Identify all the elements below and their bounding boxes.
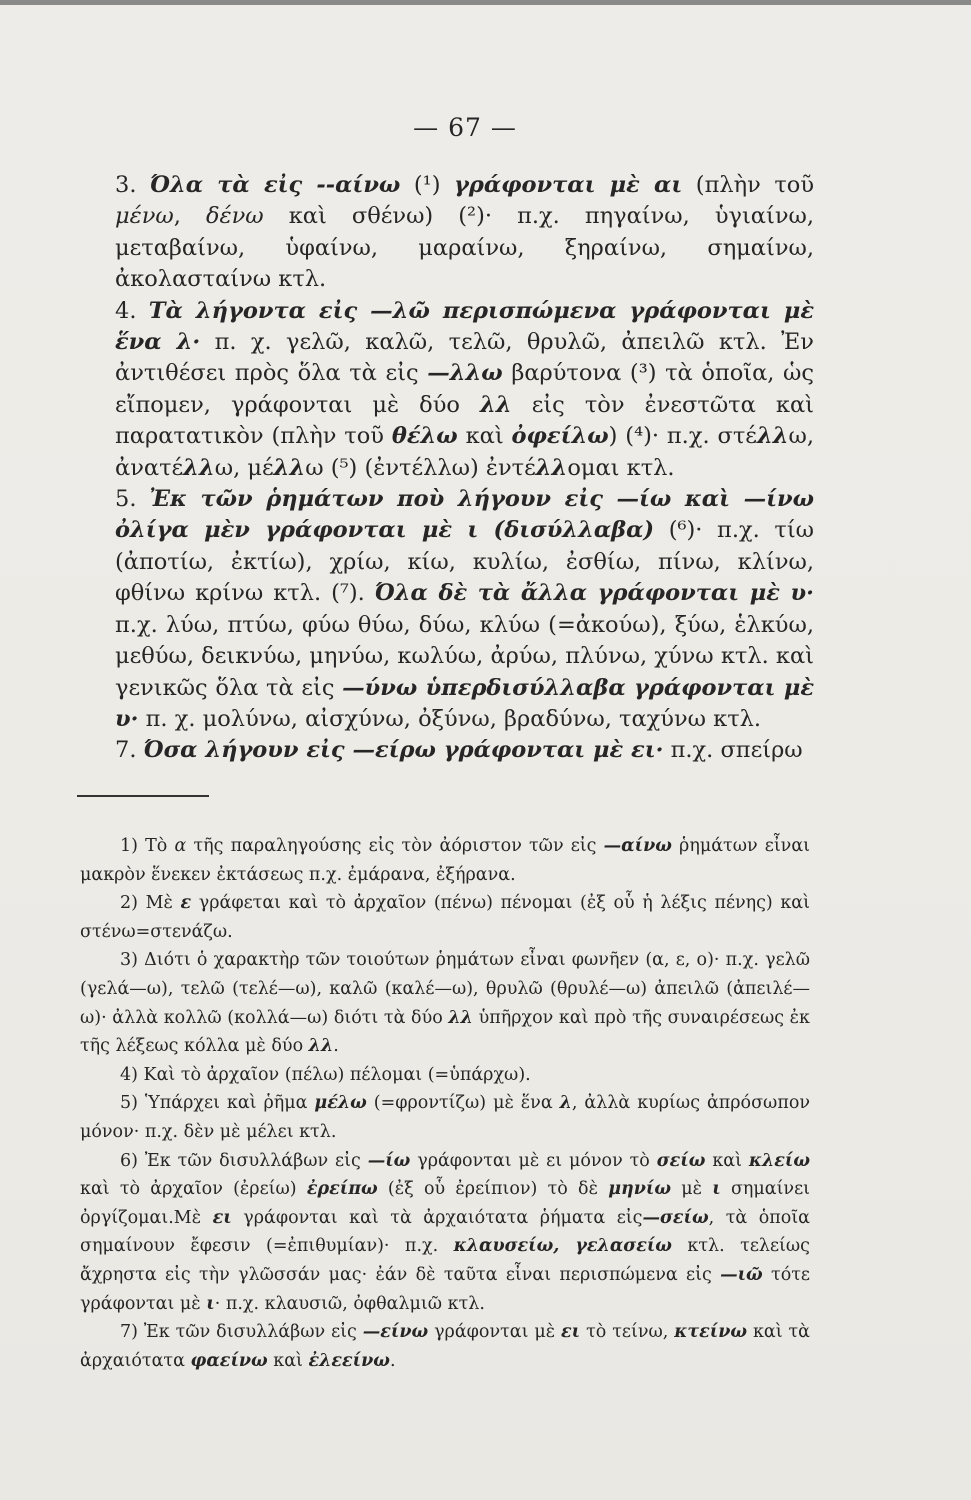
paragraph-3 [115,170,814,296]
bold-word: θέλω [391,423,458,450]
text-run: κτλ. τελείως ἄχρηστα εἰς τὴν γλῶσσάν μας· ἐάν δὲ ταῦτα εἶναι περισπώμενα εἰς [80,1236,810,1285]
text-run: . [389,1350,396,1371]
text-run: (=φροντίζω) μὲ ἕνα [366,1093,560,1114]
footnote-6 [80,1147,810,1319]
bold-word: λλ [756,423,789,450]
bold-word: —είνω [362,1322,429,1343]
footnote-1 [80,832,810,889]
rule-heading: Ἐκ τῶν ῥημάτων ποὺ λήγουν εἰς —ίω καὶ —ίνω ὀλίγα μὲν γράφονται μὲ ι (δισύλλαβα) [115,486,814,544]
text-run: καὶ [457,423,512,450]
text-run: 7) Ἐκ τῶν δισυλλάβων εἰς [120,1322,363,1343]
footnote-ref: (¹) [400,172,455,198]
text-run: π. χ. γελῶ, καλῶ, τελῶ, θρυλῶ, ἀπειλῶ κτλ. Ἐν ἀντιθέσει πρὸς ὅλα τὰ εἰς [115,329,814,387]
text-run: · π.χ. κλαυσιῶ, ὀφθαλμιῶ κτλ. [214,1293,485,1314]
bold-word: ἐλεείνω [308,1350,390,1371]
bold-word: λλ [480,391,512,418]
bold-word: —ίω [367,1150,411,1171]
bold-word: κτείνω [674,1322,748,1343]
footnote-5 [80,1089,810,1146]
text-run: 5) Ὑπάρχει καὶ ῥῆμα [120,1093,315,1114]
bold-word: λλ [448,1007,473,1028]
text-run: σημαίνει ὀργίζομαι.Μὲ [80,1179,810,1228]
text-run: τῆς παραληγούσης εἰς τὸν ἀόριστον τῶν εἰς [186,836,604,856]
footnote-divider [77,795,209,797]
bold-word: ι [712,1179,721,1200]
text-run: ομαι κτλ. [567,454,675,481]
bold-word: —ιῶ [720,1264,763,1285]
text-run: τὸ τείνω, [580,1322,675,1343]
text-run: (⁶)· π.χ. τίω (ἀποτίω, ἐκτίω), χρίω, κίω, κυλίω, ἐσθίω, πίνω, κλίνω, φθίνω κρίνω κτλ. (⁷). [115,517,814,607]
bold-word: ἐρείπω [306,1179,378,1200]
bold-word: —λλω [427,360,503,387]
rule-heading: Όσα λήγουν εἰς —είρω γράφονται μὲ ει· [143,737,664,764]
text-run: ὑπῆρχον καὶ πρὸ τῆς συναιρέσεως ἐκ τῆς λέξεως κόλλα μὲ δύο [80,1007,810,1057]
text-run: ) (⁴)· π.χ. στέ [608,423,757,450]
paragraph-7 [115,735,814,766]
text-run: 1) Τὸ [120,836,175,856]
bold-word: —αίνω [603,836,672,856]
bold-word: λλ [183,454,215,481]
text-run: γράφονται καὶ τὰ ἀρχαιότατα ῥήματα εἰς [231,1207,643,1228]
footnote-7 [80,1318,810,1375]
text-run: π. χ. μολύνω, αἰσχύνω, ὀξύνω, βραδύνω, ταχύνω κτλ. [138,705,762,732]
text-run: , τὰ ὁποῖα σημαίνουν ἔφεσιν (=ἐπιθυμίαν)· π.χ. [80,1207,811,1257]
text-run: γράφονται μὲ ει μόνον τὸ [410,1150,657,1171]
text-run: τότε γράφονται μὲ [80,1264,810,1314]
footnote-3 [80,946,810,1060]
bold-word: φαείνω [190,1350,268,1371]
bold-word: ει [212,1207,232,1228]
bold-word: λλ [308,1036,334,1057]
italic-word: μένω [115,203,174,230]
paragraph-4 [115,296,814,484]
text-run: , ἀλλὰ κυρίως ἀπρόσωπον μόνον· π.χ. δὲν μὲ μέλει κτλ. [80,1093,810,1142]
rule-number: 4. [115,297,149,324]
bold-word: —σείω [642,1207,709,1228]
text-run: ω, μέ [214,454,274,481]
text-run: 4) Καὶ τὸ ἀρχαῖον (πέλω) πέλομαι (=ὑπάρχω). [120,1064,531,1085]
text-run: 6) Ἐκ τῶν δισυλλάβων εἰς [120,1150,368,1171]
rule-number: 7. [115,737,144,764]
bold-word: κλείω [748,1150,811,1171]
bold-word: κλαυσείω, γελασείω [453,1236,672,1257]
text-run: μὲ [671,1179,713,1200]
bold-word: λλ [535,454,568,481]
text-run: γράφεται καὶ τὸ ἀρχαῖον (πένω) πένομαι (ἐξ οὗ ἡ λέξις πένης) καὶ στένω=στενάζω. [80,893,810,942]
bold-word: λλ [273,454,306,481]
text-run: γράφονται μὲ [428,1322,562,1343]
italic-word: α [174,836,187,856]
text-run: βαρύτονα (³) τὰ ὁποῖα, ὡς εἴπομεν, γράφονται μὲ δύο [115,360,815,418]
text-run: π.χ. λύω, πτύω, φύω θύω, δύω, κλύω (=ἀκούω), ξύω, ἑλκύω, μεθύω, δεικνύω, μηνύω, κωλύω, ἀρύω, πλύνω, χύνω κτλ. καὶ γενικῶς ὅλα τὰ εἰς [115,611,814,701]
text-run: π.χ. σπείρω [663,737,803,764]
bold-word: μηνίω [608,1179,672,1200]
text-run: ω, ἀνατέ [115,423,815,481]
rule-number: 3. [115,172,151,198]
bold-word: ει [561,1322,581,1343]
rule-heading: —ύνω ὑπερδισύλλαβα γράφονται μὲ υ· [115,674,814,732]
text-run: 3) Διότι ὁ χαρακτὴρ τῶν τοιούτων ῥημάτων εἶναι φωνῆεν (α, ε, ο)· π.χ. γελῶ (γελά—ω), τελῶ (τελέ—ω), καλῶ (καλέ—ω), θρυλῶ (θρυλέ—ω) ἀπειλῶ (ἀπειλέ—ω)· ἀλλὰ κολλῶ (κολλά—ω) διότι τὰ δύο [80,950,810,1028]
rule-heading: Όλα τὰ εἰς --αίνω [150,172,401,198]
bold-word: ι [206,1293,215,1314]
text-run: ω (⁵) (ἐντέλλω) ἐντέ [305,454,536,481]
text-run: (ἐξ οὗ ἐρείπιον) τὸ δὲ [377,1179,609,1200]
footnote-4 [80,1061,810,1090]
rule-heading: Όλα δὲ τὰ ἄλλα γράφονται μὲ υ· [374,580,814,607]
bold-word: λ [559,1093,572,1114]
footnote-2 [80,889,810,946]
page-top-edge [0,0,971,5]
text-run: (πλὴν τοῦ [682,172,814,198]
text-run: εἰς τὸν ἐνεστῶτα καὶ παρατατικὸν (πλὴν τοῦ [115,391,814,450]
italic-word: δένω [205,203,264,230]
text-run: καὶ [267,1350,309,1371]
main-text [115,170,814,767]
text-run: καὶ [705,1150,749,1171]
text-run: . [333,1036,339,1057]
text-run: καὶ τὰ ἀρχαιότατα [80,1322,810,1371]
page-number: — 67 — [413,113,517,142]
footnotes [80,832,810,1375]
text-run: καὶ τὸ ἀρχαῖον (ἐρείω) [80,1179,307,1200]
rule-heading: Τὰ λήγοντα εἰς —λῶ περισπώμενα γράφονται μὲ ἕνα λ· [115,297,815,356]
text-run: καὶ σθένω) (²)· π.χ. πηγαίνω, ὑγιαίνω, μεταβαίνω, ὑφαίνω, μαραίνω, ξηραίνω, σημαίνω, ἀκολασταίνω κτλ. [115,203,815,293]
rule-heading: γράφονται μὲ αι [454,172,683,198]
rule-number: 5. [115,486,150,513]
bold-word: ε [180,893,192,914]
text-run: , [173,203,206,230]
paragraph-5 [115,484,814,735]
bold-word: ὀφείλω [511,423,609,450]
bold-word: μέλω [314,1093,367,1114]
bold-word: σείω [656,1150,706,1171]
text-run: 2) Μὲ [120,893,181,914]
text-run: ῥημάτων εἶναι μακρὸν ἕνεκεν ἐκτάσεως π.χ. ἐμάρανα, ἐξήρανα. [80,836,811,885]
